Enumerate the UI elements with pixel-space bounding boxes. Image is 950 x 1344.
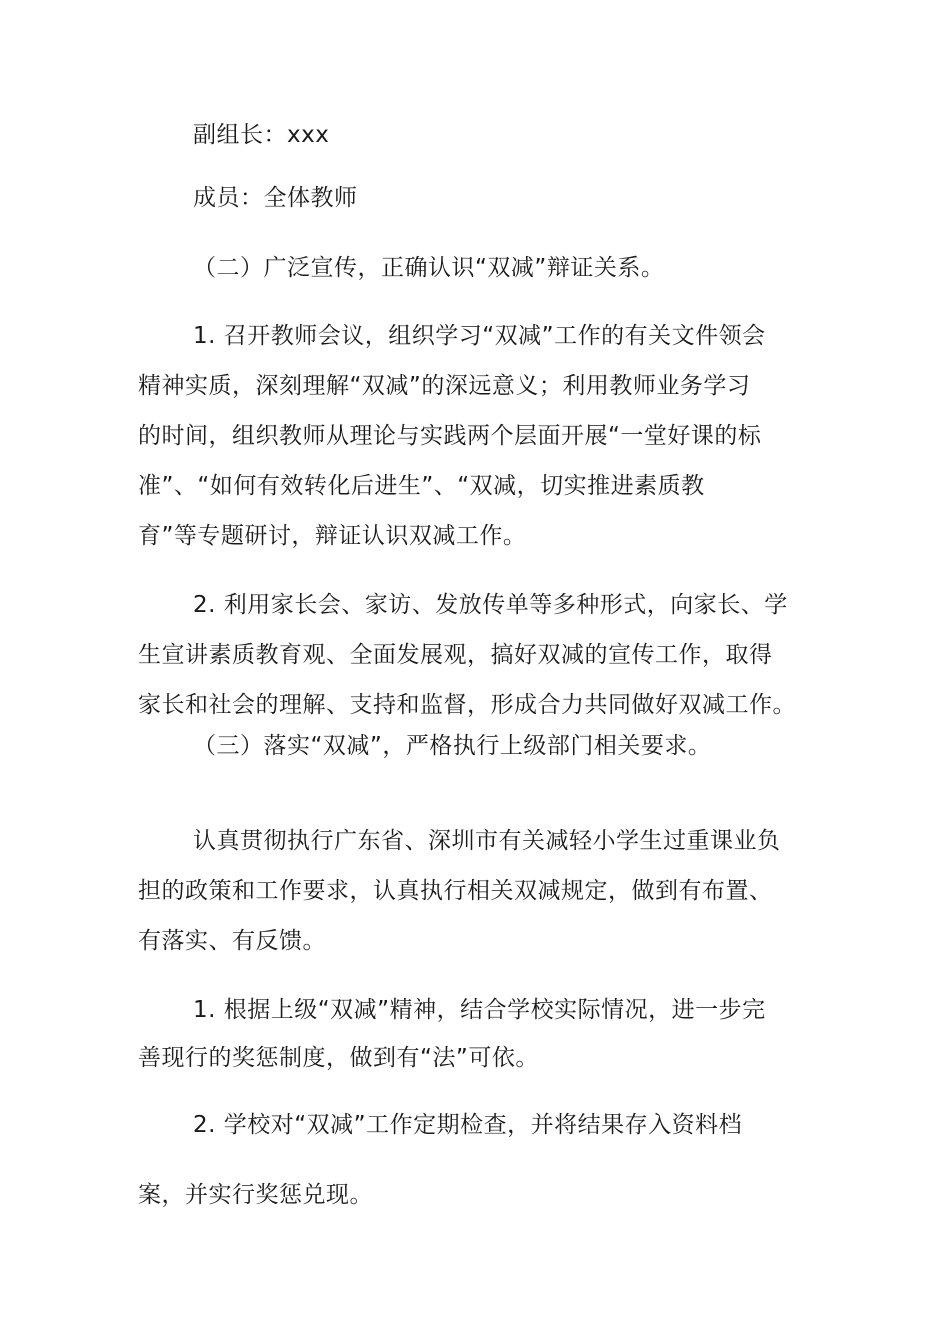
paragraph-line: 认真贯彻执行广东省、深圳市有关减轻小学生过重课业负 (193, 828, 781, 854)
section-heading-2: （二）广泛宣传，正确认识“双减”辩证关系。 (193, 255, 665, 281)
paragraph-line: 案，并实行奖惩兑现。 (138, 1182, 373, 1208)
paragraph-line: 善现行的奖惩制度，做到有“法”可依。 (138, 1045, 539, 1071)
paragraph-line: 1. 根据上级“双减”精神，结合学校实际情况，进一步完 (193, 997, 766, 1023)
paragraph-line: 1. 召开教师会议，组织学习“双减”工作的有关文件领会 (193, 323, 766, 349)
paragraph-line: 育”等专题研讨，辩证认识双减工作。 (138, 523, 527, 549)
members-line: 成员：全体教师 (193, 185, 358, 211)
paragraph-line: 家长和社会的理解、支持和监督，形成合力共同做好双减工作。 (138, 692, 796, 718)
vice-leader-line: 副组长：xxx (193, 122, 330, 148)
paragraph-line: 精神实质，深刻理解“双减”的深远意义；利用教师业务学习 (138, 373, 751, 399)
paragraph-line: 有落实、有反馈。 (138, 928, 326, 954)
paragraph-line: 准”、“如何有效转化后进生”、“双减，切实推进素质教 (138, 473, 705, 499)
paragraph-line: 2. 学校对“双减”工作定期检查，并将结果存入资料档 (193, 1112, 743, 1138)
paragraph-line: 生宣讲素质教育观、全面发展观，搞好双减的宣传工作，取得 (138, 642, 773, 668)
paragraph-line: 担的政策和工作要求，认真执行相关双减规定，做到有布置、 (138, 878, 773, 904)
section-heading-3: （三）落实“双减”，严格执行上级部门相关要求。 (193, 733, 712, 759)
paragraph-line: 2. 利用家长会、家访、发放传单等多种形式，向家长、学 (193, 592, 788, 618)
paragraph-line: 的时间，组织教师从理论与实践两个层面开展“一堂好课的标 (138, 423, 762, 449)
